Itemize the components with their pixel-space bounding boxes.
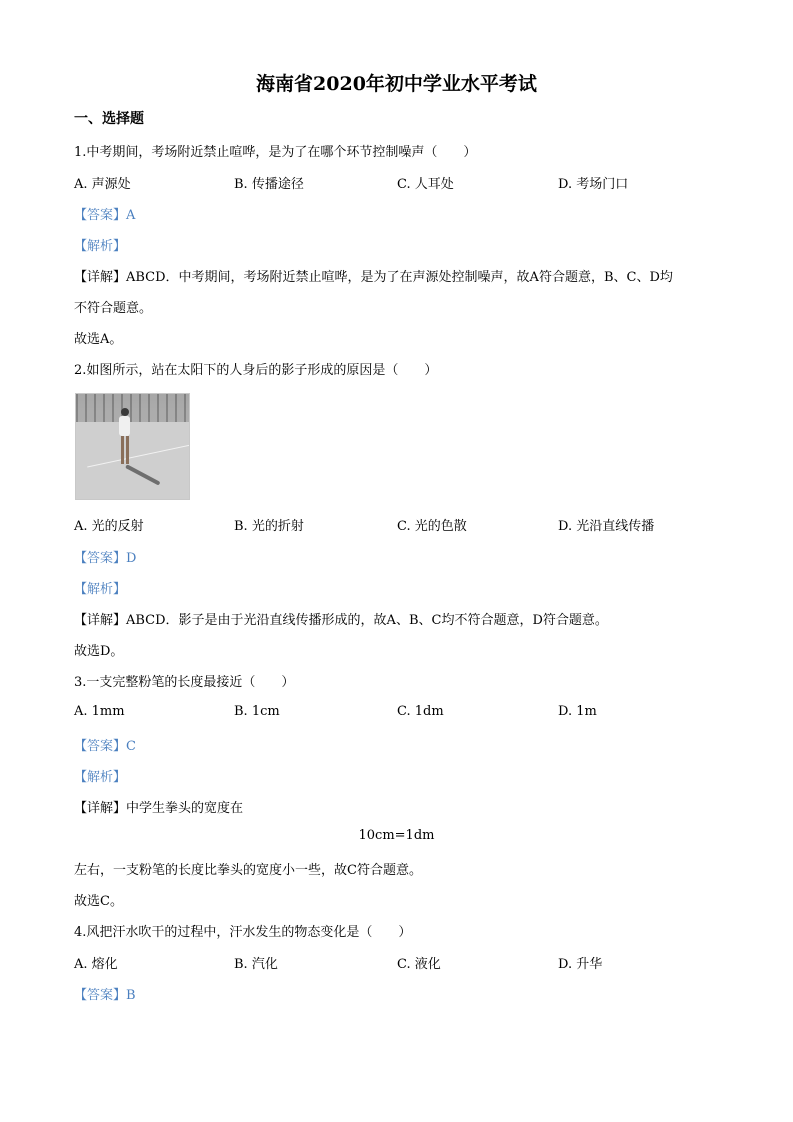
question-2-option-a: A. 光的反射 (74, 519, 144, 534)
question-1-detail-line-1: 【详解】ABCD．中考期间，考场附近禁止喧哗，是为了在声源处控制噪声，故A符合题意，B、C、D均 (74, 270, 673, 285)
question-4-answer: 【答案】B (74, 988, 136, 1003)
question-2-detail-line-1: 【详解】ABCD．影子是由于光沿直线传播形成的，故A、B、C均不符合题意，D符合题意。 (74, 613, 608, 628)
photo-ground (76, 422, 189, 499)
question-2-option-c: C. 光的色散 (397, 519, 467, 534)
question-2-answer: 【答案】D (74, 551, 137, 566)
question-3-stem: 3.一支完整粉笔的长度最接近（ ） (74, 675, 295, 690)
question-3-option-c: C. 1dm (397, 704, 444, 719)
question-3-option-b: B. 1cm (234, 704, 280, 719)
question-2-stem: 2.如图所示，站在太阳下的人身后的影子形成的原因是（ ） (74, 363, 438, 378)
question-1-detail-line-2: 不符合题意。 (74, 301, 153, 316)
question-2-option-b: B. 光的折射 (234, 519, 304, 534)
question-2-analysis-label: 【解析】 (74, 582, 127, 597)
question-2-conclusion: 故选D。 (74, 644, 124, 659)
question-1-option-a: A. 声源处 (74, 177, 131, 192)
question-1-option-d: D. 考场门口 (558, 177, 629, 192)
question-1-option-b: B. 传播途径 (234, 177, 304, 192)
section-heading: 一、选择题 (74, 111, 144, 127)
photo-person-body (119, 416, 130, 436)
photo-fence (76, 394, 189, 422)
question-1-stem: 1.中考期间，考场附近禁止喧哗，是为了在哪个环节控制噪声（ ） (74, 145, 477, 160)
question-4-stem: 4.风把汗水吹干的过程中，汗水发生的物态变化是（ ） (74, 925, 412, 940)
question-3-option-a: A. 1mm (74, 704, 125, 719)
question-2-option-d: D. 光沿直线传播 (558, 519, 655, 534)
question-1-conclusion: 故选A。 (74, 332, 123, 347)
question-4-option-b: B. 汽化 (234, 957, 278, 972)
question-3-conclusion: 故选C。 (74, 894, 123, 909)
shadow-photo (75, 393, 190, 500)
question-4-option-c: C. 液化 (397, 957, 441, 972)
question-4-option-d: D. 升华 (558, 957, 603, 972)
photo-person-legs (121, 436, 129, 464)
question-3-analysis-label: 【解析】 (74, 770, 127, 785)
question-3-equation: 10cm=1dm (358, 828, 435, 843)
question-3-detail-line-1: 【详解】中学生拳头的宽度在 (74, 801, 244, 816)
photo-person-head (121, 408, 129, 416)
question-3-answer: 【答案】C (74, 739, 136, 754)
question-3-option-d: D. 1m (558, 704, 597, 719)
question-1-answer: 【答案】A (74, 208, 136, 223)
question-3-detail-after: 左右，一支粉笔的长度比拳头的宽度小一些，故C符合题意。 (74, 863, 422, 878)
question-4-option-a: A. 熔化 (74, 957, 118, 972)
question-1-analysis-label: 【解析】 (74, 239, 127, 254)
question-1-option-c: C. 人耳处 (397, 177, 454, 192)
page-title: 海南省2020年初中学业水平考试 (256, 73, 537, 95)
